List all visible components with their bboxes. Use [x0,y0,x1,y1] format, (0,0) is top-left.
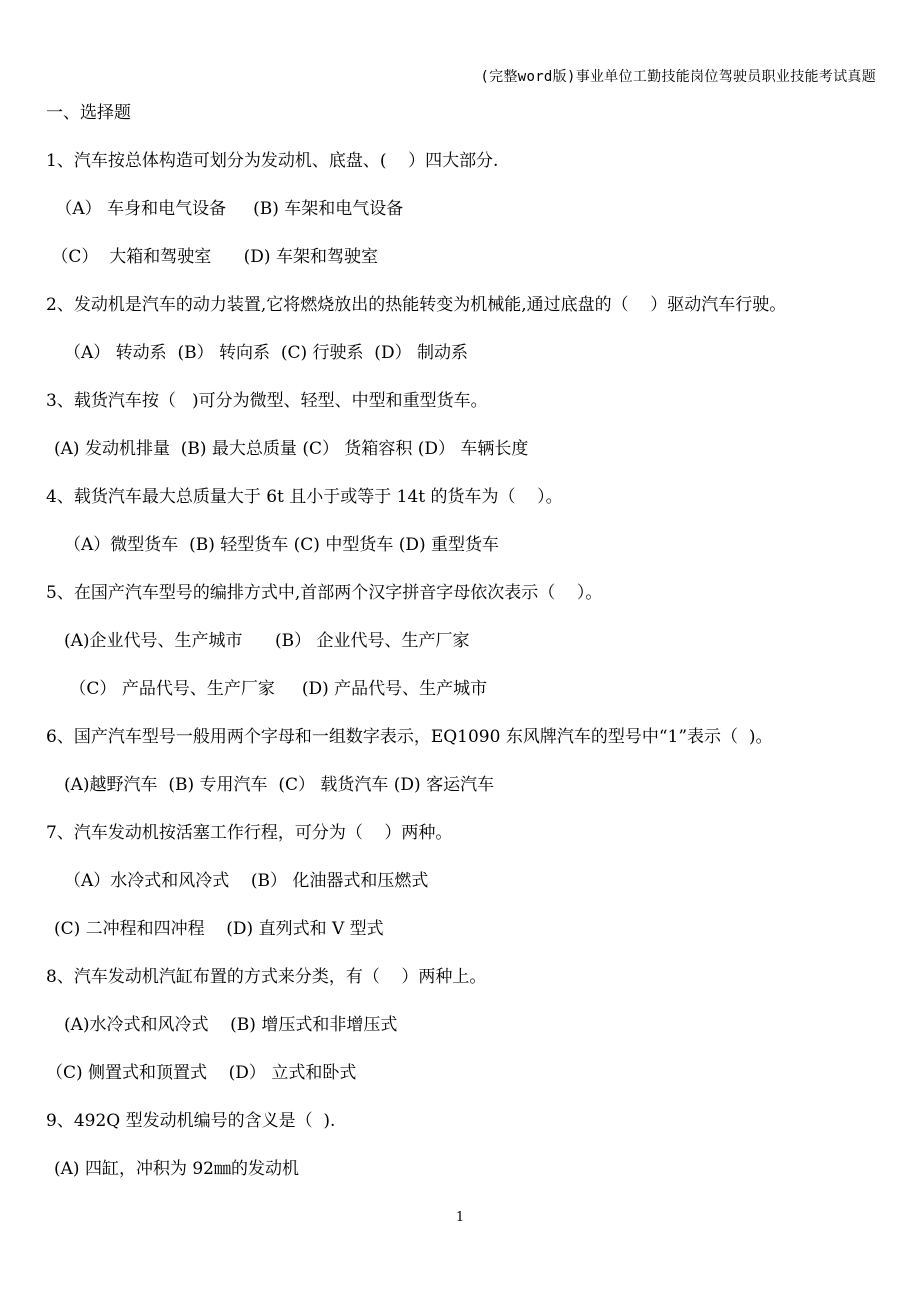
section-title: 一、选择题 [46,103,131,123]
question-3-options: (A) 发动机排量 (B) 最大总质量 (C） 货箱容积 (D） 车辆长度 [54,439,529,459]
page-number: 1 [455,1210,465,1225]
question-5-options-ab: (A)企业代号、生产城市 (B） 企业代号、生产厂家 [64,631,470,651]
question-9: 9、492Q 型发动机编号的含义是（ ). [46,1111,336,1131]
question-5-options-cd: （C） 产品代号、生产厂家 (D) 产品代号、生产城市 [64,679,488,699]
question-6-options: (A)越野汽车 (B) 专用汽车 (C） 载货汽车 (D) 客运汽车 [64,775,495,795]
question-4-options: （A）微型货车 (B) 轻型货车 (C) 中型货车 (D) 重型货车 [64,535,500,555]
question-6: 6、国产汽车型号一般用两个字母和一组数字表示，EQ1090 东风牌汽车的型号中“1”表示（ )。 [46,727,773,747]
question-7-options-cd: (C) 二冲程和四冲程 (D) 直列式和 V 型式 [54,919,384,939]
question-7-options-ab: （A）水冷式和风冷式 (B） 化油器式和压燃式 [64,871,429,891]
question-9-option-a: (A) 四缸，冲积为 92㎜的发动机 [54,1159,299,1179]
document-header: (完整word版)事业单位工勤技能岗位驾驶员职业技能考试真题 [480,69,876,85]
question-2: 2、发动机是汽车的动力装置,它将燃烧放出的热能转变为机械能,通过底盘的（ ）驱动汽车行驶。 [46,295,787,315]
question-1-options-ab: （A） 车身和电气设备 (B) 车架和电气设备 [50,199,404,219]
question-8: 8、汽车发动机汽缸布置的方式来分类，有（ ）两种上。 [46,967,487,987]
question-2-options: （A） 转动系 (B） 转向系 (C) 行驶系 (D） 制动系 [64,343,468,363]
question-1-options-cd: （C） 大箱和驾驶室 (D) 车架和驾驶室 [46,247,378,267]
question-8-options-ab: (A)水冷式和风冷式 (B) 增压式和非增压式 [64,1015,398,1035]
question-5: 5、在国产汽车型号的编排方式中,首部两个汉字拼音字母依次表示（ ）。 [46,583,603,603]
question-8-options-cd: （C) 侧置式和顶置式 (D） 立式和卧式 [46,1063,357,1083]
question-1: 1、汽车按总体构造可划分为发动机、底盘、( ）四大部分. [46,151,499,171]
question-4: 4、载货汽车最大总质量大于 6t 且小于或等于 14t 的货车为（ ）。 [46,487,563,507]
question-3: 3、载货汽车按（ )可分为微型、轻型、中型和重型货车。 [46,391,488,411]
question-7: 7、汽车发动机按活塞工作行程，可分为（ ）两种。 [46,823,453,843]
